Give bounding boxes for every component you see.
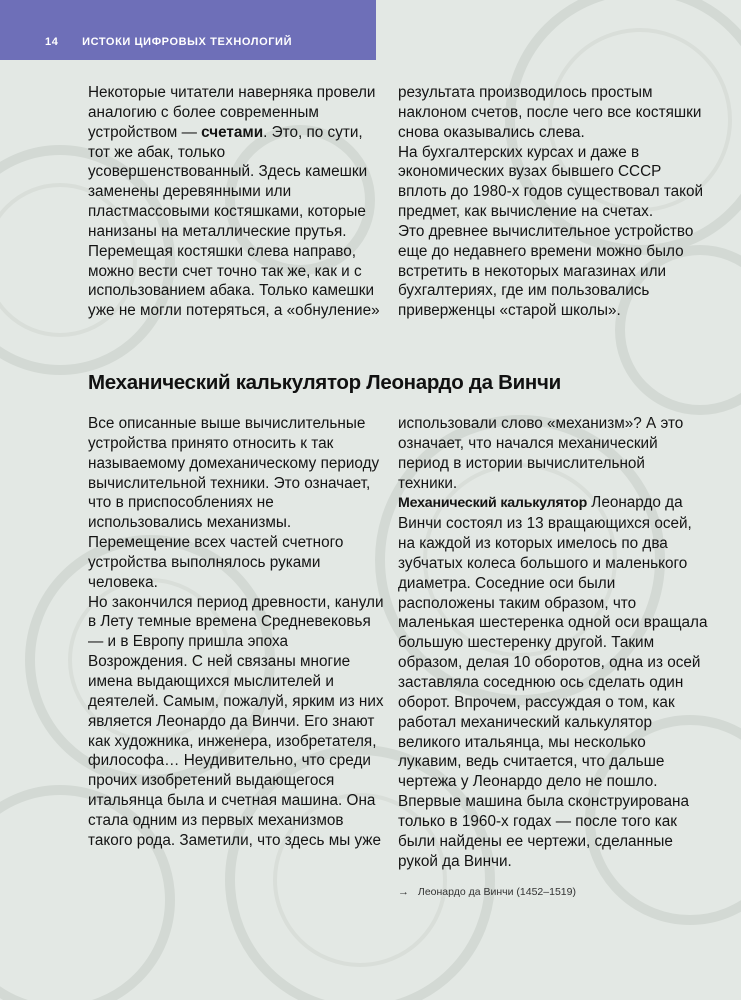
caption-text: Леонардо да Винчи (1452–1519)	[417, 886, 576, 898]
section-heading: Механический калькулятор Леонардо да Винчи	[88, 371, 561, 394]
section-column-2: использовали слово «механизм»? А это означает, что начался механический период в истории вычислительной техники. Механический калькулятор Леонардо да Винчи состоял из 13 вращающихся осей, на каждой из которых имелось по два зубчатых колеса большого и маленького диаметра. Соседние оси были расположены таким образом, что маленькая шестеренка одной оси вращала большую шестеренку другой. Таким образом, делая 10 оборотов, одна из осей заставляла соседнюю ось сделать один оборот. Впрочем, рассуждая о том, как работал механический калькулятор великого итальянца, мы несколько лукавим, ведь считается, что дальше чертежа у Леонардо дело не пошло. Впервые машина была сконструирована только в 1960-х годах — после того как были найдены ее чертежи, сделанные рукой да Винчи.	[398, 415, 708, 870]
running-title: ИСТОКИ ЦИФРОВЫХ ТЕХНОЛОГИЙ	[82, 36, 293, 48]
figure-caption	[398, 886, 576, 898]
intro-column-2: результата производилось простым наклоном счетов, после чего все костяшки снова оказывались слева. На бухгалтерских курсах и даже в экономических вузах бывшего СССР вплоть до 1980-х годов существовал такой предмет, как вычисление на счетах. Это древнее вычислительное устройство еще до недавнего времени можно было встретить в некоторых магазинах или бухгалтериях, где им пользовались приверженцы «старой школы».	[398, 84, 704, 320]
arrow-icon: →	[398, 886, 409, 898]
intro-column-1: Некоторые читатели наверняка провели аналогию с более современным устройством — счетами. Это, по сути, тот же абак, только усовершенствованный. Здесь камешки заменены деревянными или пластмассовыми костяшками, которые нанизаны на металлические прутья. Перемещая костяшки слева направо, можно вести счет точно так же, как и с использованием абака. Только камешки уже не могли потеряться, а «обнуление»	[88, 84, 380, 320]
page-number: 14	[45, 36, 59, 48]
section-column-1: Все описанные выше вычислительные устройства принято относить к так называемому домеханическому периоду вычислительной техники. Это означает, что в приспособлениях не использовались механизмы. Перемещение всех частей счетного устройства выполнялось руками человека. Но закончился период древности, канули в Лету темные времена Средневековья — и в Европу пришла эпоха Возрождения. С ней связаны многие имена выдающихся мыслителей и деятелей. Самым, пожалуй, ярким из них является Леонардо да Винчи. Его знают как художника, инженера, изобретателя, философа… Неудивительно, что среди прочих изобретений выдающегося итальянца была и счетная машина. Она стала одним из первых механизмов такого рода. Заметили, что здесь мы уже	[88, 415, 384, 849]
